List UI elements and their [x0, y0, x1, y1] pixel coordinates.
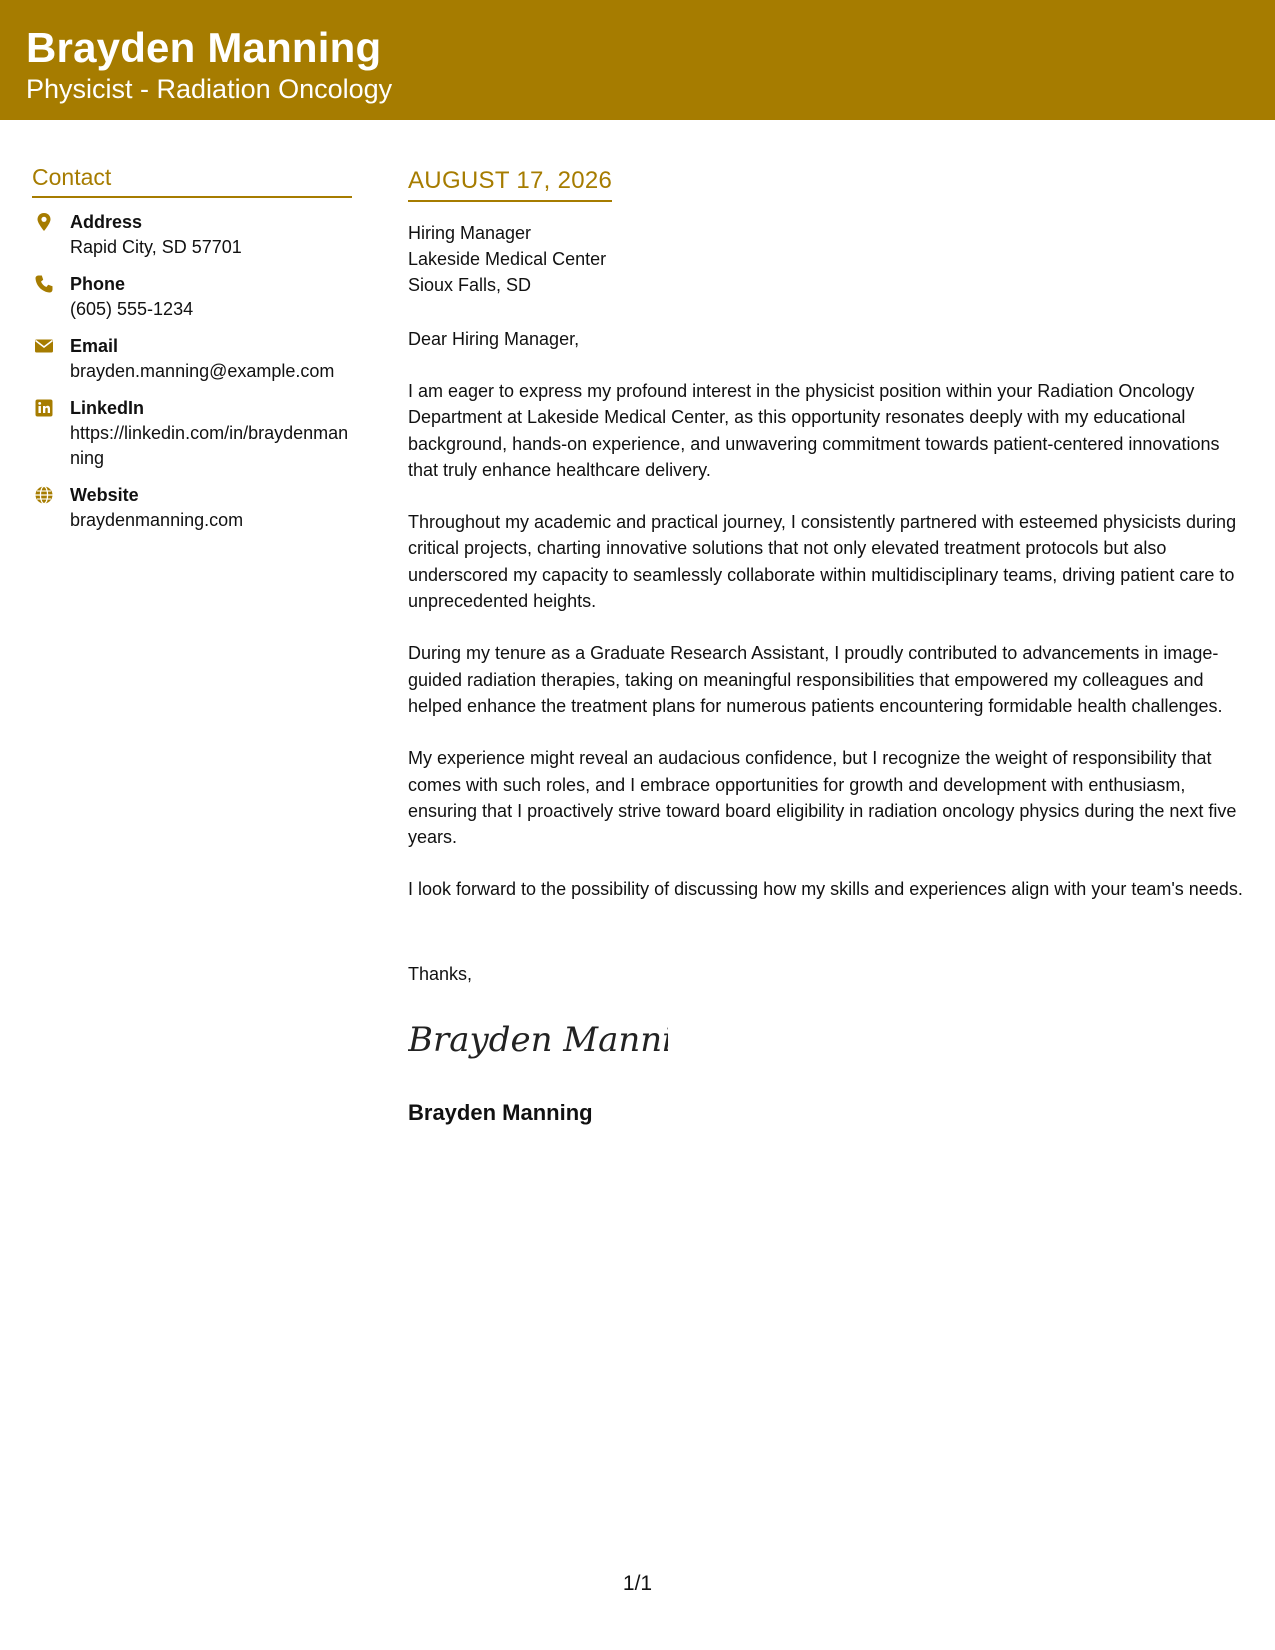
- contact-sidebar: [32, 160, 352, 545]
- letter-paragraph: Throughout my academic and practical journey, I consistently partnered with esteemed physicists during critical projects, charting innovative solutions that not only elevated treatment protocols but also underscored my capacity to seamlessly collaborate within multidisciplinary teams, driving patient care to unprecedented heights.: [408, 512, 1237, 612]
- contact-list: [32, 210, 352, 533]
- recipient-block: [408, 220, 1253, 298]
- recipient-line: Lakeside Medical Center: [408, 249, 607, 269]
- letter-date: AUGUST 17, 2026: [408, 164, 612, 202]
- signer-name: Brayden Manning: [408, 1099, 593, 1125]
- contact-item-phone: [32, 272, 352, 322]
- contact-value: braydenmanning.com: [70, 510, 244, 530]
- salutation: Dear Hiring Manager,: [408, 329, 580, 349]
- contact-value: https://linkedin.com/in/braydenmanning: [70, 423, 349, 468]
- contact-heading: Contact: [32, 160, 352, 198]
- contact-label: Website: [70, 485, 139, 505]
- handwritten-signature: [408, 1015, 668, 1063]
- contact-value: (605) 555-1234: [70, 299, 194, 319]
- contact-label: LinkedIn: [70, 398, 145, 418]
- letter-paragraph: I am eager to express my profound interest in the physicist position within your Radiation Oncology Department at Lakeside Medical Center, as this opportunity resonates deeply with my educational background, hands-on experience, and unwavering commitment towards patient-centered innovations that truly enhance healthcare delivery.: [408, 381, 1220, 480]
- contact-label: Address: [70, 212, 143, 232]
- header-banner: [0, 0, 1275, 120]
- recipient-line: Hiring Manager: [408, 223, 532, 243]
- contact-item-email: [32, 334, 352, 384]
- envelope-icon: [34, 336, 54, 356]
- applicant-name: Brayden Manning: [26, 24, 382, 71]
- closing: Thanks,: [408, 963, 473, 984]
- contact-value: Rapid City, SD 57701: [70, 237, 242, 257]
- letter-paragraph: During my tenure as a Graduate Research Assistant, I proudly contributed to advancements in image-guided radiation therapies, taking on meaningful responsibilities that empowered my colleagues and helped enhance the treatment plans for numerous patients encountering formidable health challenges.: [408, 643, 1223, 716]
- signature-text: Brayden Mannin: [408, 1019, 668, 1060]
- globe-icon: [34, 485, 54, 505]
- letter-paragraph: I look forward to the possibility of discussing how my skills and experiences align with your team's needs.: [408, 879, 1243, 900]
- contact-item-linkedin: [32, 396, 352, 471]
- page-number: 1/1: [622, 1572, 653, 1595]
- map-pin-icon: [34, 212, 54, 232]
- applicant-title: Physicist - Radiation Oncology: [26, 74, 393, 104]
- recipient-line: Sioux Falls, SD: [408, 275, 532, 295]
- linkedin-icon: [34, 398, 54, 418]
- contact-item-website: [32, 483, 352, 533]
- contact-label: Email: [70, 336, 119, 356]
- phone-icon: [34, 274, 54, 294]
- letter-body: [408, 164, 1253, 1128]
- letter-paragraph: My experience might reveal an audacious confidence, but I recognize the weight of responsibility that comes with such roles, and I embrace opportunities for growth and development with enthusiasm, ensuring that I proactively strive toward board eligibility in radiation oncology physics during the next five years.: [408, 748, 1237, 848]
- contact-item-address: [32, 210, 352, 260]
- contact-value: brayden.manning@example.com: [70, 361, 335, 381]
- contact-label: Phone: [70, 274, 126, 294]
